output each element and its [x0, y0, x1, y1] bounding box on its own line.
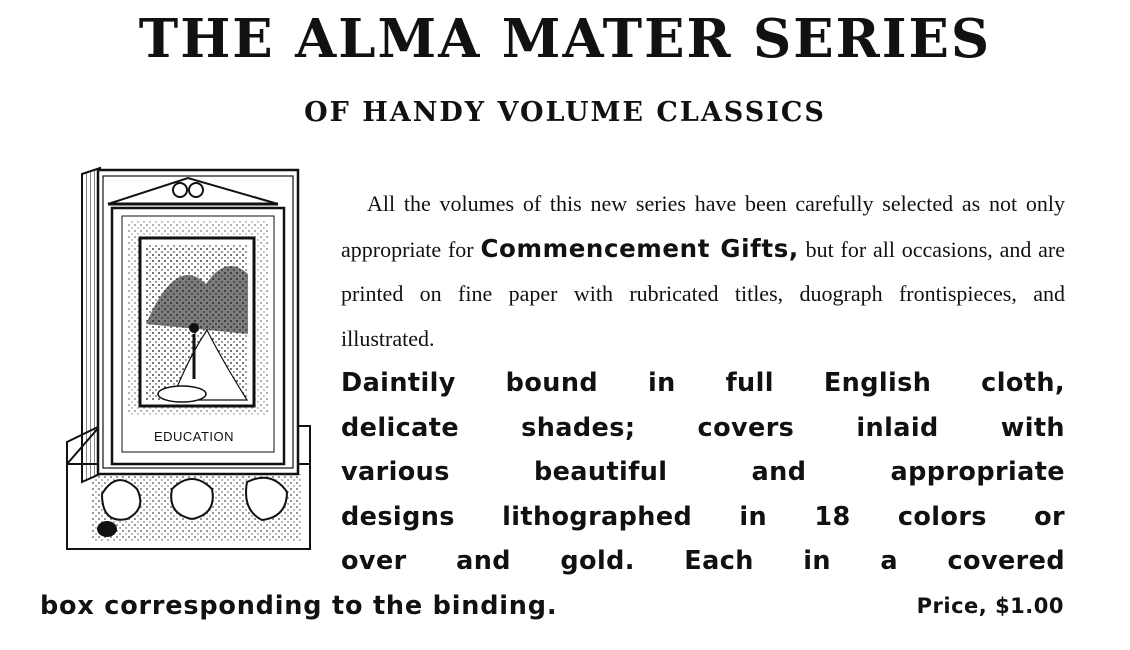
description-block: [341, 182, 1065, 584]
book-cover-label: EDUCATION: [153, 429, 235, 444]
price-text: Price, $1.00: [916, 594, 1064, 618]
bold-line-4: designs lithographed in 18 colors or: [341, 501, 1065, 532]
intro-text-part2: but for all occasions, and are printed on fine paper with rubricated titles, duograph frontispieces, and illustrated.: [341, 236, 1066, 351]
page-subtitle: OF HANDY VOLUME CLASSICS: [304, 97, 826, 128]
bold-line-3: various beautiful and appropriate: [341, 457, 1065, 487]
intro-highlight: Commencement Gifts,: [480, 233, 799, 263]
bold-line-1: Daintily bound in full English cloth,: [341, 368, 1065, 398]
bold-line-5: over and gold. Each in a covered: [341, 546, 1065, 576]
book-in-box-illustration: [62, 164, 314, 556]
intro-text-part1: All the volumes of this new series have been carefully selected as not only appropriate for: [341, 191, 1065, 262]
book-cover: [98, 170, 298, 474]
intro-paragraph: [341, 182, 1065, 361]
page-title: THE ALMA MATER SERIES: [138, 8, 992, 70]
bold-line-2: delicate shades; covers inlaid with: [341, 412, 1065, 443]
bold-line-final: box corresponding to the binding.: [40, 591, 558, 621]
